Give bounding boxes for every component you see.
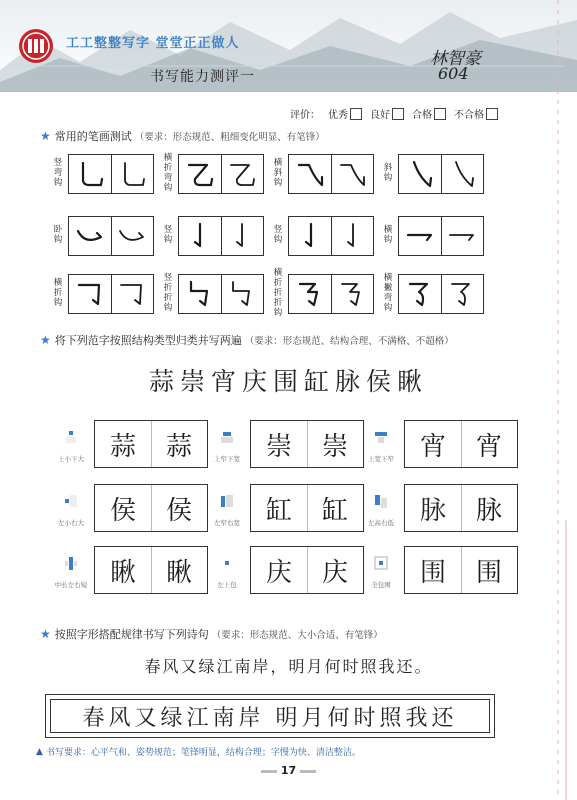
stroke-handwriting	[221, 217, 263, 255]
section1-title: ★ 常用的笔画测试 （要求：形态规范、粗细变化明显、有笔锋）	[40, 129, 325, 143]
stroke-label: 竖 弯 钩	[53, 158, 63, 188]
hengpiewangou-stroke-icon	[447, 279, 477, 309]
structure-handwriting: 瞅	[165, 557, 192, 588]
left-high-structure-icon	[374, 494, 388, 508]
stroke-model	[399, 275, 442, 313]
structure-practice-box	[94, 420, 208, 468]
structure-cell	[362, 546, 532, 596]
stroke-practice-box	[178, 154, 264, 194]
poem-handwriting: 春风又绿江南岸 明月何时照我还	[50, 699, 490, 733]
eval-option-fail[interactable]: 不合格	[454, 106, 498, 121]
structure-caption: 全包围	[371, 581, 391, 589]
hengzhegou-stroke-icon	[117, 279, 147, 309]
stroke-cell	[382, 214, 517, 256]
structure-type	[362, 552, 400, 596]
stroke-handwriting	[441, 275, 483, 313]
stroke-handwriting	[111, 155, 153, 193]
shuwangou-stroke-icon	[117, 159, 147, 189]
structure-caption: 左高右低	[368, 519, 394, 527]
structure-handwriting: 侯	[165, 495, 192, 526]
structure-model-char: 崇	[251, 421, 308, 467]
stroke-practice-box	[288, 216, 374, 256]
student-name: 林智豪	[430, 49, 481, 69]
structure-handwriting: 围	[475, 557, 502, 588]
evaluation-row	[290, 106, 498, 121]
stroke-label: 斜 钩	[383, 163, 393, 183]
stroke-model	[179, 275, 222, 313]
stroke-handwriting	[221, 155, 263, 193]
structure-cell	[52, 484, 222, 534]
structure-model-char: 蒜	[95, 421, 152, 467]
middle-long-structure-icon	[64, 556, 78, 570]
top-small-structure-icon	[64, 430, 78, 444]
stroke-model	[69, 217, 112, 255]
eval-option-pass[interactable]: 合格	[412, 106, 446, 121]
stroke-practice-box	[288, 154, 374, 194]
stroke-handwriting	[441, 155, 483, 193]
structure-caption: 上宽下窄	[368, 455, 394, 463]
stroke-practice-box	[398, 274, 484, 314]
stroke-practice-box	[68, 216, 154, 256]
structure-handwriting: 崇	[321, 431, 348, 462]
stroke-practice-box	[178, 216, 264, 256]
stroke-practice-box	[398, 216, 484, 256]
stroke-handwriting	[441, 217, 483, 255]
henggou-stroke-icon	[405, 221, 435, 251]
structure-type	[208, 552, 246, 596]
stroke-label: 横 折 折 折 钩	[273, 268, 283, 318]
stroke-model	[179, 217, 222, 255]
structure-handwriting: 蒜	[165, 431, 192, 462]
structure-cell	[362, 484, 532, 534]
xiegou-stroke-icon	[447, 159, 477, 189]
stroke-practice-box	[178, 274, 264, 314]
star-icon: ★	[40, 129, 51, 143]
hengzhegou-stroke-icon	[75, 279, 105, 309]
structure-handwriting: 宵	[475, 431, 502, 462]
structure-caption: 左窄右宽	[214, 519, 240, 527]
stroke-label: 横 折 弯 钩	[163, 153, 173, 193]
stroke-label: 横 钩	[383, 225, 393, 245]
section2-title: ★ 将下列范字按照结构类型归类并写两遍 （要求：形态规范、结构合理、不满格、不超格）	[40, 333, 454, 347]
stroke-label: 横 斜 钩	[273, 158, 283, 188]
stroke-label: 横 折 钩	[53, 278, 63, 308]
star-icon: ★	[40, 333, 51, 347]
structure-caption: 左小右大	[58, 519, 84, 527]
page-title: 书写能力测评一	[150, 69, 255, 85]
shugou-stroke-icon	[185, 221, 215, 251]
structure-practice-box	[404, 420, 518, 468]
structure-model-char: 瞅	[95, 547, 152, 593]
structure-type	[52, 490, 90, 534]
stroke-handwriting	[331, 155, 373, 193]
structure-caption: 中长左右短	[54, 581, 88, 589]
structure-practice-box	[404, 546, 518, 594]
henggou-stroke-icon	[447, 221, 477, 251]
triangle-icon: ▲	[36, 746, 43, 757]
evaluation-label: 评价：	[290, 110, 320, 121]
stroke-model	[179, 155, 222, 193]
stroke-model	[289, 155, 332, 193]
structure-cell	[52, 546, 222, 596]
left-narrow-structure-icon	[220, 494, 234, 508]
model-characters: 蒜崇宵庆围缸脉侯瞅	[148, 367, 428, 396]
stroke-label: 竖 钩	[273, 225, 283, 245]
structure-model-char: 庆	[251, 547, 308, 593]
structure-practice-box	[94, 484, 208, 532]
stroke-model	[69, 275, 112, 313]
stroke-model	[289, 275, 332, 313]
stroke-label: 横 撇 弯 钩	[383, 273, 393, 313]
structure-type	[362, 490, 400, 534]
full-wrap-structure-icon	[374, 556, 388, 570]
structure-cell	[362, 420, 532, 470]
checkbox[interactable]	[392, 108, 404, 120]
shuwangou-stroke-icon	[75, 159, 105, 189]
binding-edge	[548, 0, 577, 800]
structure-practice-box	[250, 484, 364, 532]
stroke-cell	[382, 272, 517, 314]
divider	[261, 770, 277, 773]
divider	[300, 770, 316, 773]
poem-model: 春风又绿江南岸，明月何时照我还。	[144, 657, 433, 676]
logo-icon	[18, 28, 54, 64]
stroke-practice-box	[398, 154, 484, 194]
shuzhezhegou-stroke-icon	[227, 279, 257, 309]
shugou2-stroke-icon	[337, 221, 367, 251]
stroke-handwriting	[221, 275, 263, 313]
structure-type	[52, 426, 90, 470]
shugou2-stroke-icon	[295, 221, 325, 251]
stroke-model	[69, 155, 112, 193]
structure-handwriting: 脉	[475, 495, 502, 526]
checkbox[interactable]	[486, 108, 498, 120]
structure-type	[208, 426, 246, 470]
hengzhewangou-stroke-icon	[227, 159, 257, 189]
section3-title: ★ 按照字形搭配规律书写下列诗句 （要求：形态规范、大小合适、有笔锋）	[40, 627, 383, 641]
structure-cell	[208, 420, 378, 470]
left-top-wrap-structure-icon	[220, 556, 234, 570]
star-icon: ★	[40, 627, 51, 641]
student-id: 604	[438, 64, 469, 83]
stroke-practice-box	[288, 274, 374, 314]
structure-type	[362, 426, 400, 470]
structure-model-char: 缸	[251, 485, 308, 531]
wogou-stroke-icon	[75, 221, 105, 251]
structure-practice-box	[404, 484, 518, 532]
stroke-handwriting	[331, 217, 373, 255]
stroke-handwriting	[331, 275, 373, 313]
structure-model-char: 脉	[405, 485, 462, 531]
structure-caption: 上窄下宽	[214, 455, 240, 463]
structure-cell	[208, 484, 378, 534]
structure-practice-box	[94, 546, 208, 594]
hengxiegou-stroke-icon	[337, 159, 367, 189]
structure-cell	[208, 546, 378, 596]
stroke-model	[399, 155, 442, 193]
stroke-practice-box	[68, 154, 154, 194]
stroke-label: 竖 折 折 钩	[163, 273, 173, 313]
top-narrow-structure-icon	[220, 430, 234, 444]
hengzhewangou-stroke-icon	[185, 159, 215, 189]
wogou-stroke-icon	[117, 221, 147, 251]
top-wide-structure-icon	[374, 430, 388, 444]
writing-requirement: ▲ 书写要求：心平气和、姿势规范；笔锋明显，结构合理；字慢为快、清洁整洁。	[36, 746, 361, 758]
structure-caption: 上小下大	[58, 455, 84, 463]
page-number: 17	[0, 764, 577, 777]
structure-handwriting: 缸	[321, 495, 348, 526]
stroke-cell	[382, 152, 517, 194]
hengzhezhezhegou-stroke-icon	[337, 279, 367, 309]
header-slogan: 工工整整写字 堂堂正正做人	[66, 36, 240, 51]
xiegou-stroke-icon	[405, 159, 435, 189]
eval-option-excellent[interactable]: 优秀	[328, 106, 362, 121]
hengzhezhezhegou-stroke-icon	[295, 279, 325, 309]
stroke-practice-box	[68, 274, 154, 314]
shuzhezhegou-stroke-icon	[185, 279, 215, 309]
structure-type	[208, 490, 246, 534]
stroke-label: 竖 钩	[163, 225, 173, 245]
checkbox[interactable]	[434, 108, 446, 120]
structure-model-char: 宵	[405, 421, 462, 467]
structure-model-char: 侯	[95, 485, 152, 531]
left-small-structure-icon	[64, 494, 78, 508]
structure-handwriting: 庆	[321, 557, 348, 588]
poem-writing-box	[45, 694, 495, 738]
stroke-label: 卧 钩	[53, 225, 63, 245]
hengpiewangou-stroke-icon	[405, 279, 435, 309]
eval-option-good[interactable]: 良好	[370, 106, 404, 121]
structure-cell	[52, 420, 222, 470]
hengxiegou-stroke-icon	[295, 159, 325, 189]
structure-practice-box	[250, 546, 364, 594]
checkbox[interactable]	[350, 108, 362, 120]
shugou-stroke-icon	[227, 221, 257, 251]
stroke-model	[289, 217, 332, 255]
structure-caption: 左上包	[217, 581, 237, 589]
stroke-handwriting	[111, 275, 153, 313]
structure-practice-box	[250, 420, 364, 468]
stroke-model	[399, 217, 442, 255]
structure-type	[52, 552, 90, 596]
structure-model-char: 围	[405, 547, 462, 593]
stroke-handwriting	[111, 217, 153, 255]
